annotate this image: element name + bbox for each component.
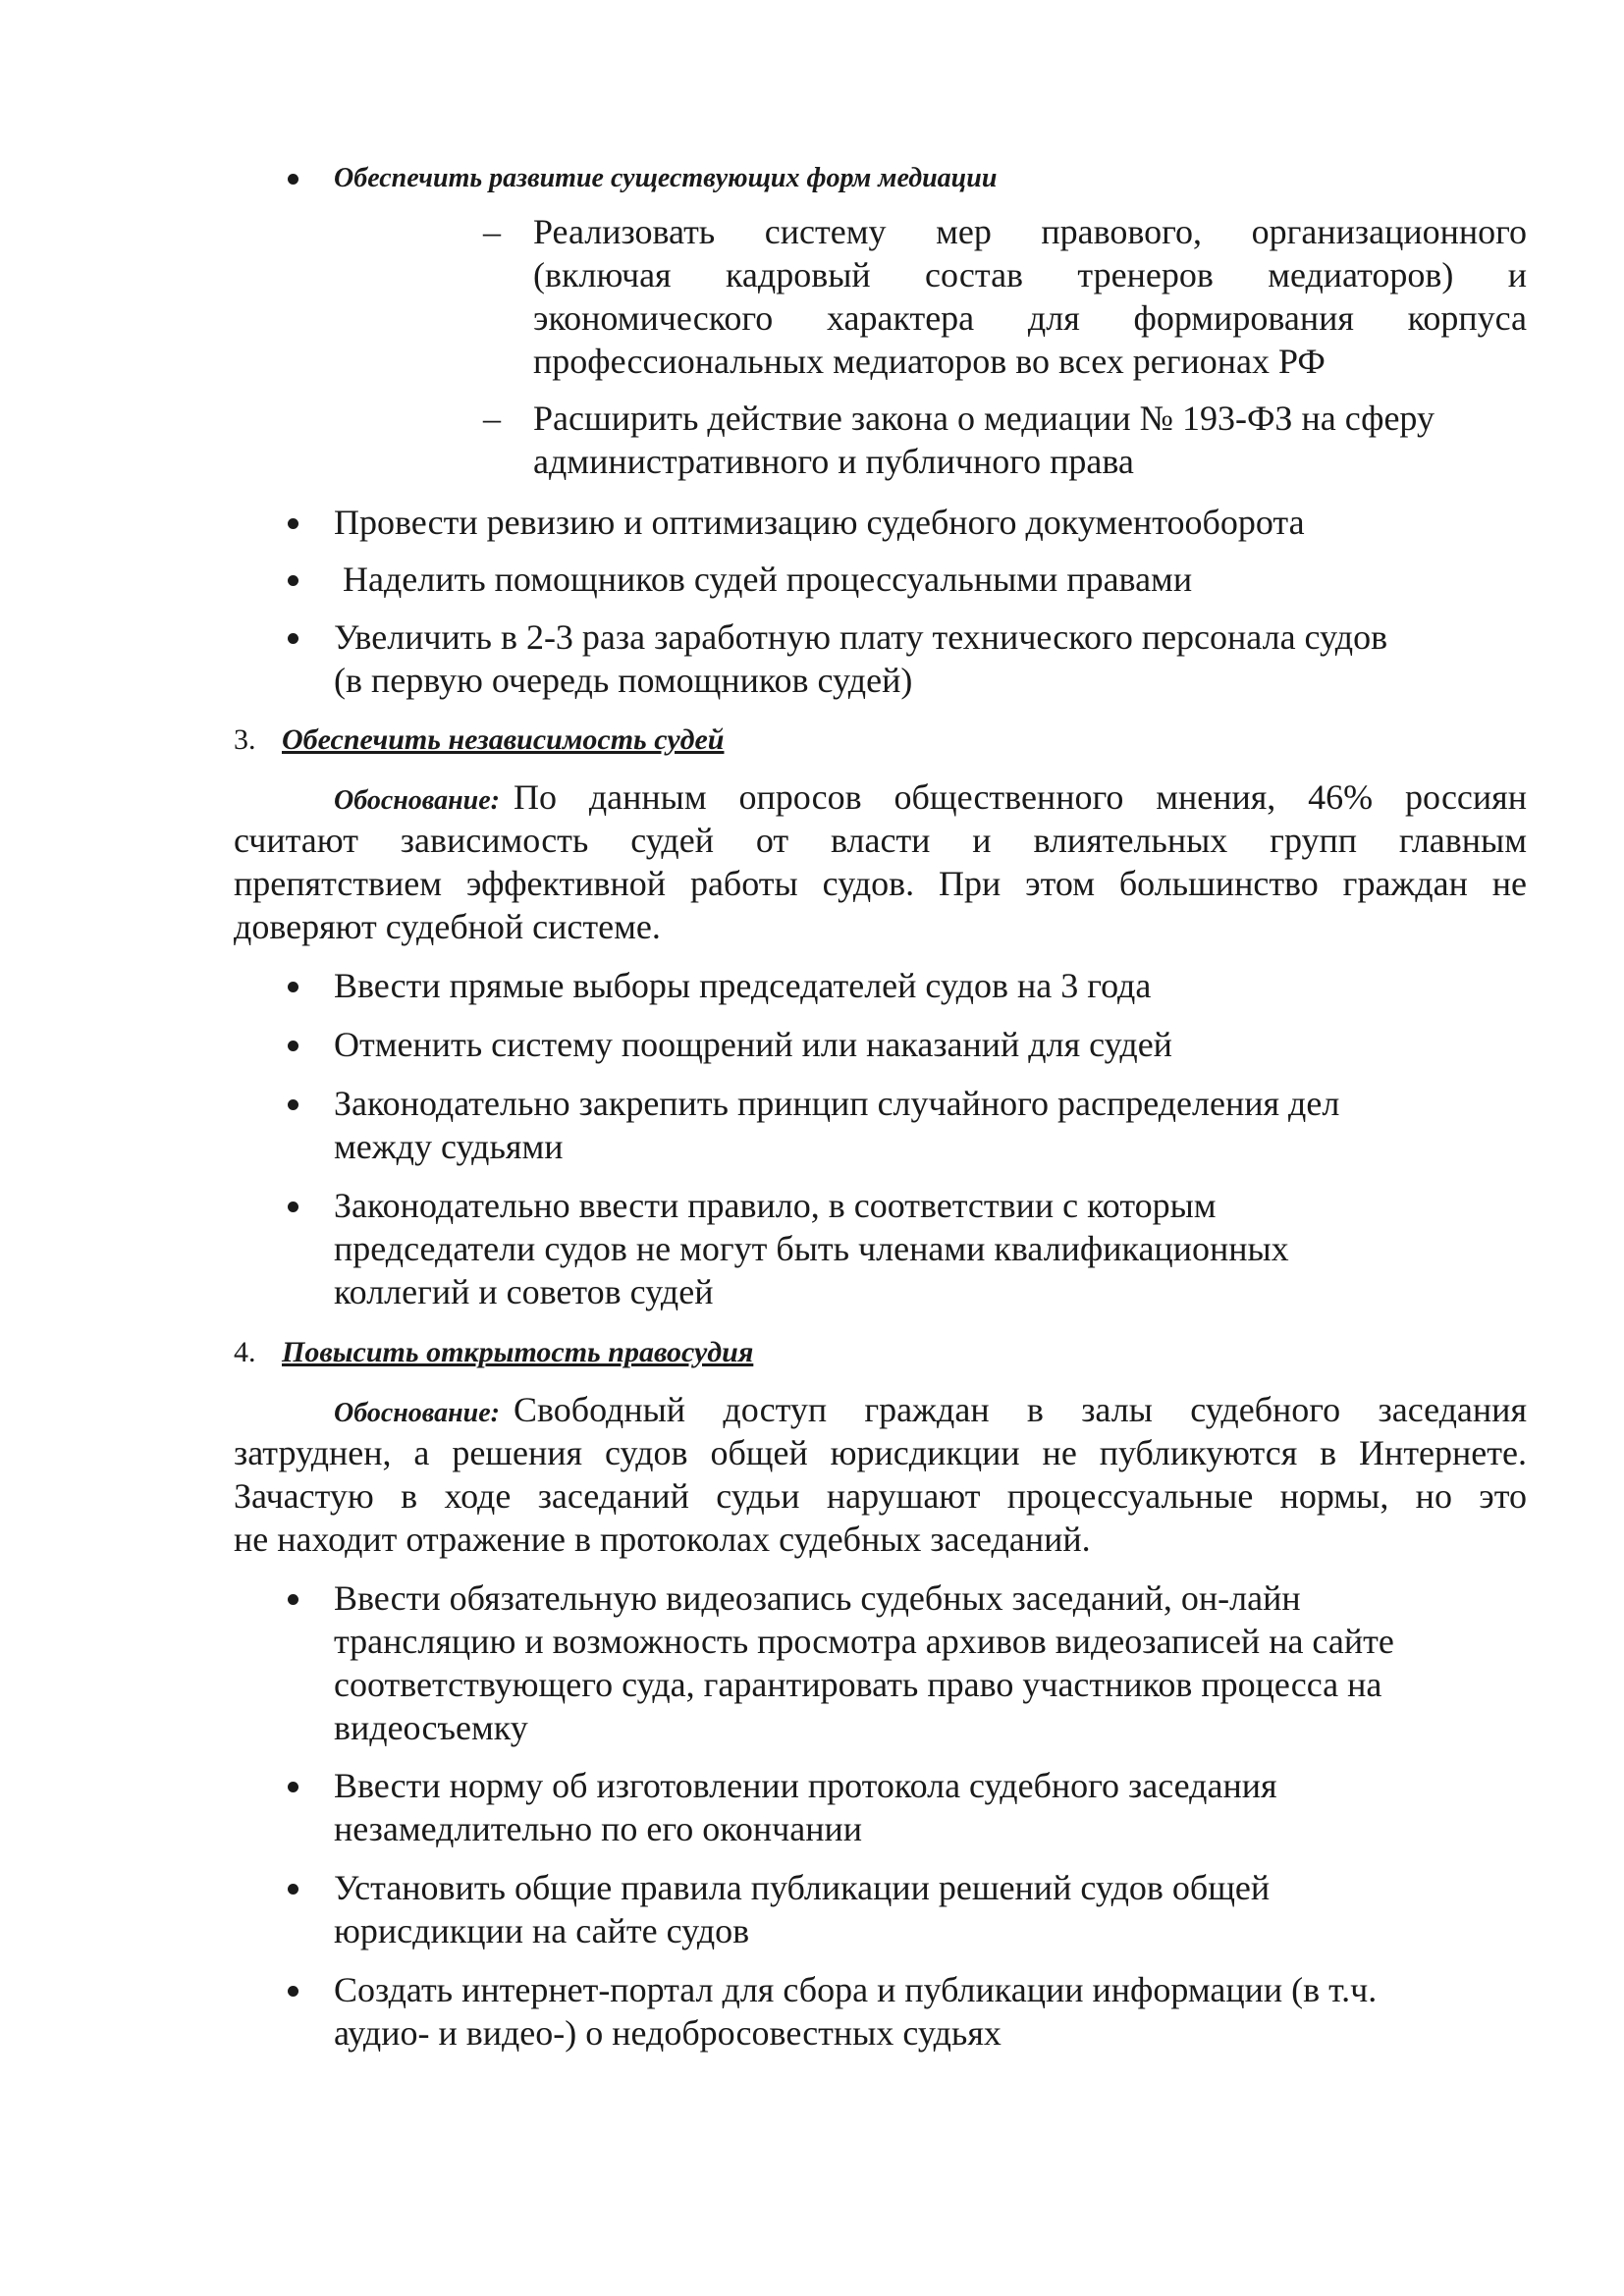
bullet-marker: [288, 518, 298, 529]
list-item: председатели судов не могут быть членами квалификационных: [334, 1229, 1289, 1268]
list-item: аудио- и видео-) о недобросовестных судьях: [334, 2013, 1001, 2053]
list-item: Увеличить в 2-3 раза заработную плату технического персонала судов: [334, 617, 1388, 657]
subheading-mediation: Обеспечить развитие существующих форм медиации: [334, 163, 998, 193]
section-title: Обеспечить независимость судей: [282, 723, 725, 756]
list-item: коллегий и советов судей: [334, 1272, 714, 1311]
list-item: Ввести прямые выборы председателей судов на 3 года: [334, 966, 1152, 1005]
list-item: юрисдикции на сайте судов: [334, 1911, 750, 1950]
dash-marker: –: [483, 399, 501, 438]
subitem-line: административного и публичного права: [533, 442, 1134, 481]
bullet-marker: [288, 1884, 298, 1895]
list-item: между судьями: [334, 1127, 564, 1166]
list-item: видеосъемку: [334, 1708, 528, 1747]
bullet-marker: [288, 1782, 298, 1792]
list-item: Ввести обязательную видеозапись судебных заседаний, он-лайн: [334, 1578, 1301, 1618]
list-item: Законодательно закрепить принцип случайного распределения дел: [334, 1084, 1340, 1123]
bullet-marker: [288, 1201, 298, 1212]
bullet-marker: [288, 174, 298, 185]
list-item: незамедлительно по его окончании: [334, 1809, 862, 1848]
subitem-line: Реализовать систему мер правового, организационного: [533, 212, 1527, 251]
section-number: 3.: [234, 723, 256, 756]
bullet-marker: [288, 1986, 298, 1997]
rationale-line: [234, 1388, 1527, 1435]
rationale-line: не находит отражение в протоколах судебных заседаний.: [234, 1520, 1091, 1559]
bullet-marker: [288, 1594, 298, 1605]
rationale-line: доверяют судебной системе.: [234, 907, 661, 946]
rationale-line: Зачастую в ходе заседаний судьи нарушают процессуальные нормы, но это: [234, 1476, 1527, 1516]
list-item: Отменить систему поощрений или наказаний для судей: [334, 1025, 1172, 1064]
list-item: Создать интернет-портал для сбора и публикации информации (в т.ч.: [334, 1970, 1378, 2009]
list-item: (в первую очередь помощников судей): [334, 661, 913, 700]
subitem-line: (включая кадровый состав тренеров медиаторов) и: [533, 255, 1527, 294]
section-number: 4.: [234, 1336, 256, 1368]
subitem-line: Расширить действие закона о медиации № 193-ФЗ на сферу: [533, 399, 1435, 438]
rationale-text: По данным опросов общественного мнения, 46% россиян: [513, 777, 1527, 817]
rationale-line: затруднен, а решения судов общей юрисдикции не публикуются в Интернете.: [234, 1433, 1527, 1472]
list-item: Провести ревизию и оптимизацию судебного документооборота: [334, 503, 1305, 542]
list-item: Ввести норму об изготовлении протокола судебного заседания: [334, 1766, 1277, 1805]
bullet-marker: [288, 633, 298, 644]
list-item: трансляцию и возможность просмотра архивов видеозаписей на сайте: [334, 1622, 1394, 1661]
rationale-line: препятствием эффективной работы судов. При этом большинство граждан не: [234, 864, 1527, 903]
subitem-line: профессиональных медиаторов во всех регионах РФ: [533, 342, 1326, 381]
bullet-marker: [288, 575, 298, 586]
bullet-marker: [288, 982, 298, 992]
rationale-line: считают зависимость судей от власти и влиятельных групп главным: [234, 821, 1527, 860]
section-title: Повысить открытость правосудия: [282, 1336, 754, 1368]
rationale-label: Обоснование:: [334, 785, 500, 816]
subitem-line: экономического характера для формирования корпуса: [533, 298, 1527, 338]
rationale-text: Свободный доступ граждан в залы судебного заседания: [513, 1390, 1527, 1429]
list-item: соответствующего суда, гарантировать право участников процесса на: [334, 1665, 1382, 1704]
bullet-marker: [288, 1099, 298, 1110]
dash-marker: –: [483, 212, 501, 251]
bullet-marker: [288, 1041, 298, 1051]
list-item: Установить общие правила публикации решений судов общей: [334, 1868, 1271, 1907]
list-item: Законодательно ввести правило, в соответствии с которым: [334, 1186, 1217, 1225]
rationale-line: [234, 775, 1527, 823]
list-item: Наделить помощников судей процессуальными правами: [334, 560, 1193, 599]
rationale-label: Обоснование:: [334, 1398, 500, 1428]
